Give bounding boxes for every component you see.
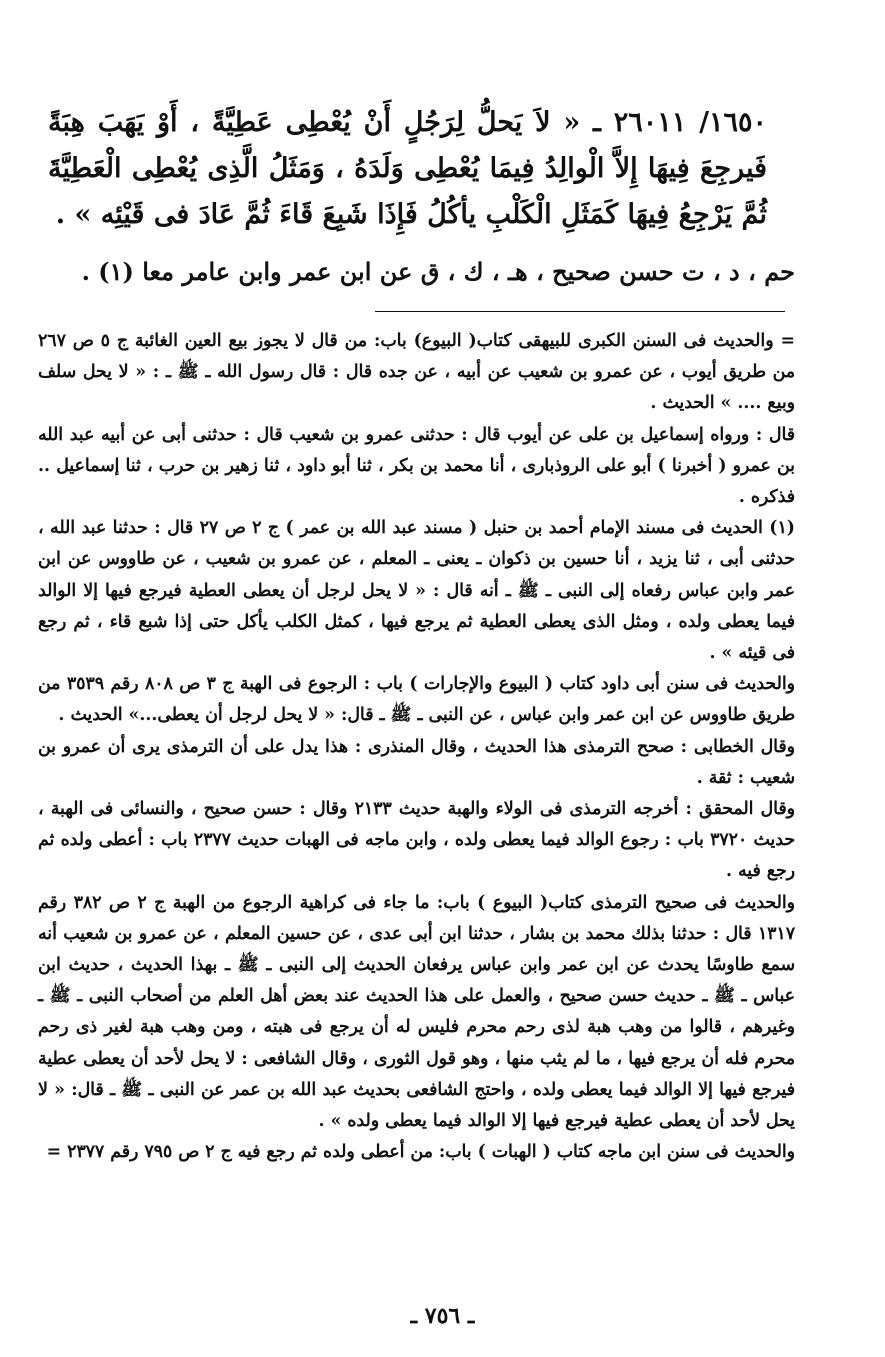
page-number: ـ ٧٥٦ ـ	[410, 1303, 475, 1329]
footnote-paragraph: = والحديث فى السنن الكبرى للبيهقى كتاب( البيوع) باب: من قال لا يجوز بيع العين الغائبة ج ٥ ص ٢٦٧ من طريق أيوب ، عن عمرو بن شعيب عن أبيه ، عن جده قال : قال رسول الله ـ ﷺ ـ : « لا يحل سلف وبيع .... » الحديث .	[38, 331, 795, 414]
footnote-divider	[375, 311, 785, 312]
footnote-paragraph: قال : ورواه إسماعيل بن على عن أيوب قال : حدثنى عمرو بن شعيب قال : حدثنى أبى عن أبيه عبد الله بن عمرو ( أخبرنا ) أبو على الروذبارى ، أنا محمد بن بكر ، ثنا أبو داود ، ثنا زهير بن حرب ، ثنا إسماعيل .. فذكره .	[38, 424, 795, 508]
hadith-text: ١٦٥٠/ ٢٦٠١١ ـ « لاَ يَحلُّ لِرَجُلٍ أَنْ يُعْطِى عَطِيَّةً ، أَوْ يَهَبَ هِبَةً فَيرجِعَ فِيهَا إِلاَّ الْوالِدُ فِيمَا يُعْطِى وَلَدَهُ ، وَمَثَلُ الَّذِى يُعْطِى الْعَطِيَّةَ ثُمَّ يَرْجِعُ فِيهَا كَمَثَلِ الْكَلْبِ يأكُلُ فَإِذَا شَبِعَ قَاءَ ثُمَّ عَادَ فى قَيْئِه » .	[48, 107, 767, 230]
footnotes	[38, 326, 795, 1168]
footnote-paragraph: والحديث فى صحيح الترمذى كتاب( البيوع ) باب: ما جاء فى كراهية الرجوع من الهبة ج ٢ ص ٣٨٢ رقم ١٣١٧ قال : حدثنا بذلك محمد بن بشار ، حدثنا ابن أبى عدى ، عن حسين المعلم ، عن عمرو بن شعيب أنه سمع طاوسًا يحدث عن ابن عمر وابن عباس يرفعان الحديث إلى النبى ـ ﷺ ـ بهذا الحديث ، حديث ابن عباس ـ ﷺ ـ حديث حسن صحيح ، والعمل على هذا الحديث عند بعض أهل العلم من أصحاب النبى ـ ﷺ ـ وغيرهم ، قالوا من وهب هبة لذى رحم محرم فليس له أن يرجع فى هبته ، ومن وهب هبة لغير ذى رحم محرم فله أن يرجع فيها ، ما لم يثب منها ، وهو قول الثورى ، وقال الشافعى : لا يحل لأحد أن يعطى عطية فيرجع فيها إلا الوالد فيما يعطى ولده ، واحتج الشافعى بحديث عبد الله بن عمر عن النبى ـ ﷺ ـ قال: « لا يحل لأحد أن يعطى عطية فيرجع فيها إلا الوالد فيما يعطى ولده » .	[38, 892, 795, 1132]
footnote-paragraph: والحديث فى سنن أبى داود كتاب ( البيوع والإجارات ) باب : الرجوع فى الهبة ج ٣ ص ٨٠٨ رقم ٣٥٣٩ من طريق طاووس عن ابن عمر وابن عباس ، عن النبى ـ ﷺ ـ قال: « لا يحل لرجل أن يعطى...» الحديث .	[38, 674, 795, 726]
footnote-paragraph: (١) الحديث فى مسند الإمام أحمد بن حنبل ( مسند عبد الله بن عمر ) ج ٢ ص ٢٧ قال : حدثنا عبد الله ، حدثنى أبى ، ثنا يزيد ، أنا حسين بن ذكوان ـ يعنى ـ المعلم ، عن عمرو بن شعيب ، عن طاووس عن ابن عمر وابن عباس رفعاه إلى النبى ـ ﷺ ـ أنه قال : « لا يحل لرجل أن يعطى العطية فيرجع فيها إلا الوالد فيما يعطى ولده ، ومثل الذى يعطى العطية ثم يرجع فيها ، كمثل الكلب يأكل حتى إذا شبع قاء ، ثم رجع فى قيئه » .	[38, 518, 795, 664]
footnote-paragraph: وقال الخطابى : صحح الترمذى هذا الحديث ، وقال المنذرى : هذا يدل على أن الترمذى يرى أن عمرو بن شعيب : ثقة .	[38, 736, 795, 788]
footnote-paragraph: وقال المحقق : أخرجه الترمذى فى الولاء والهبة حديث ٢١٣٣ وقال : حسن صحيح ، والنسائى فى الهبة ، حديث ٣٧٢٠ باب : رجوع الوالد فيما يعطى ولده ، وابن ماجه فى الهبات حديث ٢٣٧٧ باب : أعطى ولده ثم رجع فيه .	[38, 799, 795, 882]
footnote-paragraph: والحديث فى سنن ابن ماجه كتاب ( الهبات ) باب: من أعطى ولده ثم رجع فيه ج ٢ ص ٧٩٥ رقم ٢٣٧٧ =	[46, 1142, 795, 1163]
hadith-sources: حم ، د ، ت حسن صحيح ، هـ ، ك ، ق عن ابن عمر وابن عامر معا (١) .	[81, 257, 795, 286]
